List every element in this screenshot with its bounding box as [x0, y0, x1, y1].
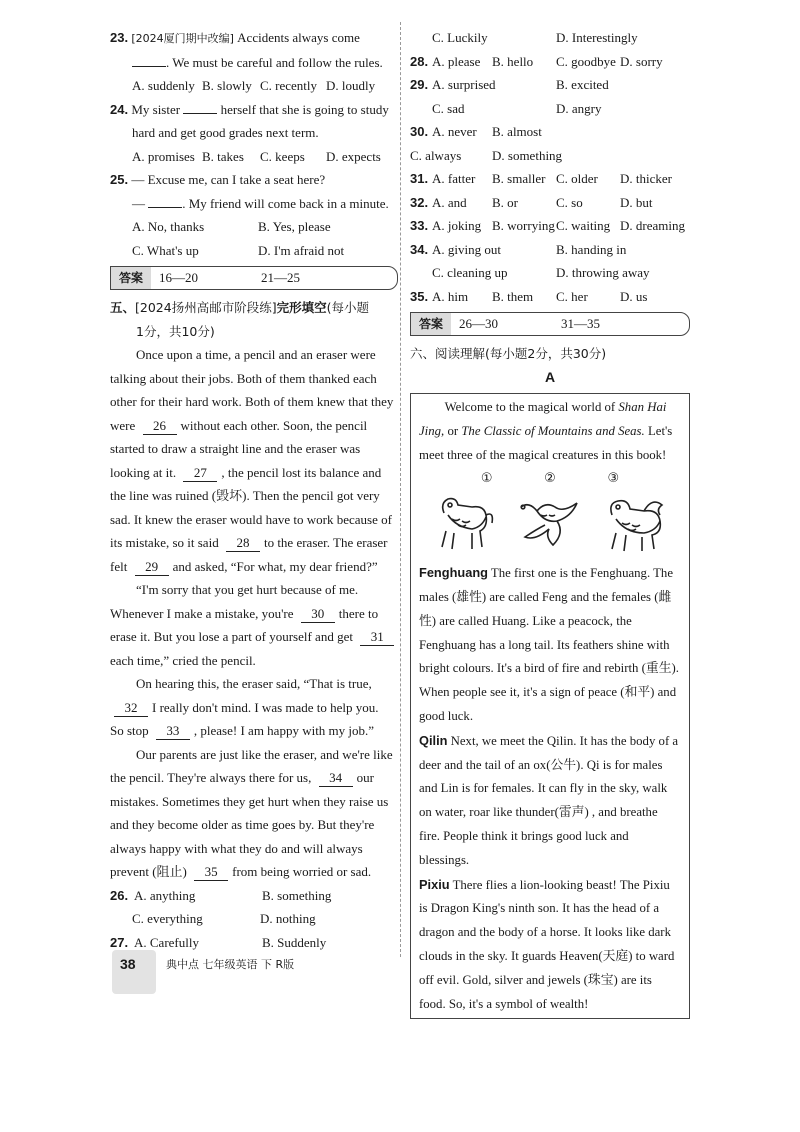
passage-line [110, 578, 398, 602]
passage-line [110, 696, 398, 720]
paragraph-line: water, roar like thunder(雷声) , and breathe fire. [419, 805, 658, 843]
blank [148, 207, 182, 208]
passage-text: started to draw a straight line and the eraser was [110, 441, 361, 456]
left-column: 23. [2024厦门期中改编] Accidents always come . We must be careful and follow the rules. A. suddenly B. slowly C. recently D. loudly 24. My sister herself that she is going to study hard and get good grades next term. A. promises B. takes C. keeps D. expects 25. — Excuse me, can I take a seat here? — . My friend will come back in a minute. A. No, thanks B. Yes, please C. What's up D. I'm afraid not 答案 16—20 21—25 五、[2024扬州高邮市阶段练]完形填空(每小题 1分，共10分) Once upon a time, a pencil and an eraser were talking about their jobs. Both of them thanked each other for their hard work. Both of them knew that they were 26 without each other. Soon, the pencil started to draw a straight line and the eraser was looking at it. 27 , the pencil lost its balance and the line was ruined (毁坏). Then the pencil got very sad. It knew the eraser would have to work because of its mistake, so it said 28 to the eraser. The eraser felt 29 and asked, “For what, my dear friend?” “I'm sorry that you get hurt because of me. Whenever I make a mistake, you're 30 there to erase it. But you lose a part of yourself and get 31 each time,” cried the pencil. On hearing this, the eraser said, “That is true, 32 I really don't mind. I was made to help you. So stop 33 , please! I am happy with my job.” Our parents are just like the eraser, and we're like the pencil. They're always there for us, 34 our mistakes. Sometimes they get hurt when they raise us and they become older as time goes by. But they're always happy with what they do and will always prevent (阻止) 35 from being worried or sad. 26. A. anything B. something C. everything D. nothing 27. A. Carefully B. Suddenly [110, 26, 398, 954]
passage-text: Once upon a time, a pencil and an eraser were [136, 347, 376, 362]
passage-text: talking about their jobs. Both of them thanked each [110, 370, 377, 386]
passage-line [110, 743, 398, 767]
options-33: 33. A. joking B. worrying C. waiting D. dreaming [410, 218, 685, 233]
part-a-label: A [544, 368, 556, 385]
passage-line [110, 390, 398, 414]
paragraph-line: are called Huang. Like a peacock, the Fenghuang [419, 613, 632, 652]
passage-text: mistakes. Sometimes they get hurt when they raise us [110, 793, 389, 809]
passage-text: “I'm sorry that you get hurt because of me. [136, 582, 359, 597]
passage-text: I really don't mind. I was made to help you. [152, 699, 379, 715]
blank [132, 66, 166, 67]
column-divider [400, 22, 401, 957]
paragraph-line: There flies a lion-looking beast! The Pixiu [452, 877, 670, 892]
options-27b: C. Luckily D. Interestingly [432, 30, 638, 45]
paragraph-line: males (雄性) are called Feng and the females (雌性) [419, 589, 672, 628]
paragraph-line: off evil. Gold, silver and jewels (珠宝) are its food. [419, 972, 652, 1011]
paragraph-line: dragon and the body of a horse. It looks like dark [419, 925, 671, 940]
passage-line [110, 414, 398, 438]
passage-text: and asked, “For what, my dear friend?” [172, 558, 378, 574]
passage-line [110, 860, 398, 884]
qilin-illustration [432, 493, 496, 555]
options-24: A. promises B. takes C. keeps D. expects [132, 148, 381, 164]
options-25b: C. What's up D. I'm afraid not [132, 242, 345, 258]
question-23: 23. [2024厦门期中改编] Accidents always come [110, 30, 360, 45]
passage-line [110, 437, 398, 461]
passage-text: the line was ruined (毁坏). Then the pencil got very [110, 488, 380, 503]
pixiu-illustration [604, 493, 668, 555]
options-30a: 30. A. never B. almost [410, 124, 542, 139]
page-number: 38 [120, 956, 136, 972]
creature-illustrations [423, 493, 677, 555]
right-column [410, 26, 690, 1019]
passage-line [110, 625, 398, 649]
passage-line [110, 461, 398, 485]
options-26b: C. everything D. nothing [132, 911, 316, 926]
question-24: 24. My sister herself that she is going to study [110, 101, 389, 117]
blank-35: 35 [194, 864, 228, 881]
paragraph-line: see it, it's a sign of peace (和平) and good luck. [419, 685, 677, 723]
creature-name: Pixiu [419, 876, 450, 892]
passage-line [110, 367, 398, 391]
paragraph-line: So, it's a symbol of wealth! [448, 996, 589, 1011]
blank [183, 113, 217, 114]
paragraph-line: a deer and the tail of an ox(公牛). Qi is for males [419, 733, 679, 772]
creature-numbers: ① ② ③ [480, 471, 620, 487]
passage-line [110, 672, 398, 696]
blank-29: 29 [135, 559, 169, 576]
passage-line [110, 343, 398, 367]
blank-27: 27 [183, 465, 217, 482]
cloze-passage [110, 343, 398, 884]
passage-text: On hearing this, the eraser said, “That is true, [136, 676, 372, 691]
fenghuang-paragraph [419, 561, 681, 729]
passage-text: were [110, 417, 136, 433]
options-35: 35. A. him B. them C. her D. us [410, 288, 648, 304]
blank-34: 34 [319, 770, 353, 787]
options-29b: C. sad D. angry [432, 100, 602, 116]
passage-text: without each other. Soon, the pencil [180, 417, 368, 433]
question-25: 25. — Excuse me, can I take a seat here? [110, 172, 326, 187]
options-32: 32. A. and B. or C. so D. but [410, 194, 653, 210]
section-6-heading: 六、阅读理解(每小题2分，共30分) [410, 346, 607, 361]
passage-line [110, 531, 398, 555]
pixiu-paragraph [419, 873, 681, 1017]
paragraph-line: It's a bird of fire and rebirth (重生). When people [419, 661, 679, 700]
options-25a: A. No, thanks B. Yes, please [132, 219, 331, 234]
passage-text: and they become older as time goes by. But they're [110, 817, 375, 832]
blank-26: 26 [143, 418, 177, 435]
paragraph-line: is Dragon King's ninth son. It has the head of a [419, 901, 660, 916]
passage-text: , please! I am happy with my job.” [193, 723, 375, 738]
paragraph-line: and Lin is for females. It can fly in the sky, walk on [419, 781, 668, 820]
passage-text: Our parents are just like the eraser, and we're like [136, 746, 393, 762]
section-5-heading: 五、[2024扬州高邮市阶段练]完形填空(每小题 [110, 300, 369, 315]
paragraph-line: clouds in the sky. It guards Heaven(天庭) to ward [419, 948, 675, 963]
passage-text: So stop [110, 723, 149, 738]
reading-box: Welcome to the magical world of Shan Hai Jing, or The Classic of Mountains and Seas. Let's meet three of the magical creatures in this book! ① ② ③ Fenghuang The first one is the Fenghuang. The males (雄性) are called Feng and the females (雌性) are called Huang. Like a peacock, the Fenghuang has a long tail. Its feathers shine with bright colours. It's a bird of fire and rebirth (重生). When people see it, it's a sign of peace (和平) and good luck. Qilin Next, we meet the Qilin. It has the body of a deer and the tail of an ox(公牛). Qi is for males and Lin is for females. It can fly in the sky, walk on water, roar like thunder(雷声) , and breathe fire. People think it brings good luck and blessings. Pixiu There flies a lion-looking beast! The Pixiu is Dragon King's ninth son. It has the head of a dragon and the body of a horse. It looks like dark clouds in the sky. It guards Heaven(天庭) to ward off evil. Gold, silver and jewels (珠宝) are its food. So, it's a symbol of wealth! [410, 393, 690, 1019]
blank-32: 32 [114, 700, 148, 717]
options-26a: 26. A. anything B. something [110, 887, 332, 903]
passage-line [110, 790, 398, 814]
passage-text: there to [338, 605, 379, 621]
passage-text: to the eraser. The eraser [263, 535, 388, 550]
passage-line [110, 484, 398, 508]
options-34a: 34. A. giving out B. handing in [410, 241, 627, 257]
passage-text: each time,” cried the pencil. [110, 652, 256, 668]
blank-33: 33 [156, 723, 190, 740]
passage-text: always happy with what they do and will always [110, 840, 363, 856]
paragraph-line: People think it brings good luck and blessings. [419, 828, 629, 867]
passage-text: from being worried or sad. [232, 864, 372, 879]
options-34b: C. cleaning up D. throwing away [432, 265, 650, 280]
options-27a: 27. A. Carefully B. Suddenly [110, 934, 327, 950]
passage-text: prevent (阻止) [110, 864, 187, 879]
fenghuang-illustration [515, 493, 585, 551]
paragraph-line: Next, we meet the Qilin. It has the body of [450, 733, 670, 748]
passage-text: looking at it. [110, 464, 177, 480]
passage-line [110, 602, 398, 626]
passage-text: felt [110, 558, 128, 574]
passage-text: our [356, 770, 374, 785]
passage-line [110, 508, 398, 532]
paragraph-line: has a long tail. Its feathers shine with bright colours. [419, 637, 670, 676]
qilin-paragraph [419, 729, 681, 873]
passage-line [110, 837, 398, 861]
passage-text: its mistake, so it said [110, 535, 219, 550]
passage-line [110, 555, 398, 579]
paragraph-line: The first one is the Fenghuang. The [490, 566, 674, 581]
passage-line [110, 766, 398, 790]
blank-31: 31 [360, 629, 394, 646]
passage-line [110, 719, 398, 743]
passage-text: Whenever I make a mistake, you're [110, 605, 294, 621]
blank-30: 30 [301, 606, 335, 623]
passage-line [110, 813, 398, 837]
passage-line [110, 649, 398, 673]
passage-text: , the pencil lost its balance and [221, 464, 382, 480]
options-31: 31. A. fatter B. smaller C. older D. thicker [410, 171, 672, 186]
passage-text: sad. It knew the eraser would have to work because of [110, 511, 392, 527]
passage-text: erase it. But you lose a part of yourself and get [110, 629, 353, 644]
blank-28: 28 [226, 535, 260, 552]
creature-name: Fenghuang [419, 565, 488, 581]
answer-box-2: 答案 26—30 31—35 [410, 312, 690, 336]
creature-name: Qilin [419, 732, 448, 748]
book-title: 典中点 七年级英语 下 R版 [166, 958, 295, 971]
options-29a: 29. A. surprised B. excited [410, 77, 609, 92]
page-footer [112, 950, 412, 1000]
passage-text: other for their hard work. Both of them knew that they [110, 394, 394, 409]
options-28: 28. A. please B. hello C. goodbye D. sorry [410, 53, 663, 69]
options-30b: C. always D. something [410, 147, 563, 163]
passage-text: the pencil. They're always there for us, [110, 770, 312, 785]
answer-box-1: 答案 16—20 21—25 [110, 266, 398, 290]
options-23: A. suddenly B. slowly C. recently D. loudly [132, 78, 376, 93]
